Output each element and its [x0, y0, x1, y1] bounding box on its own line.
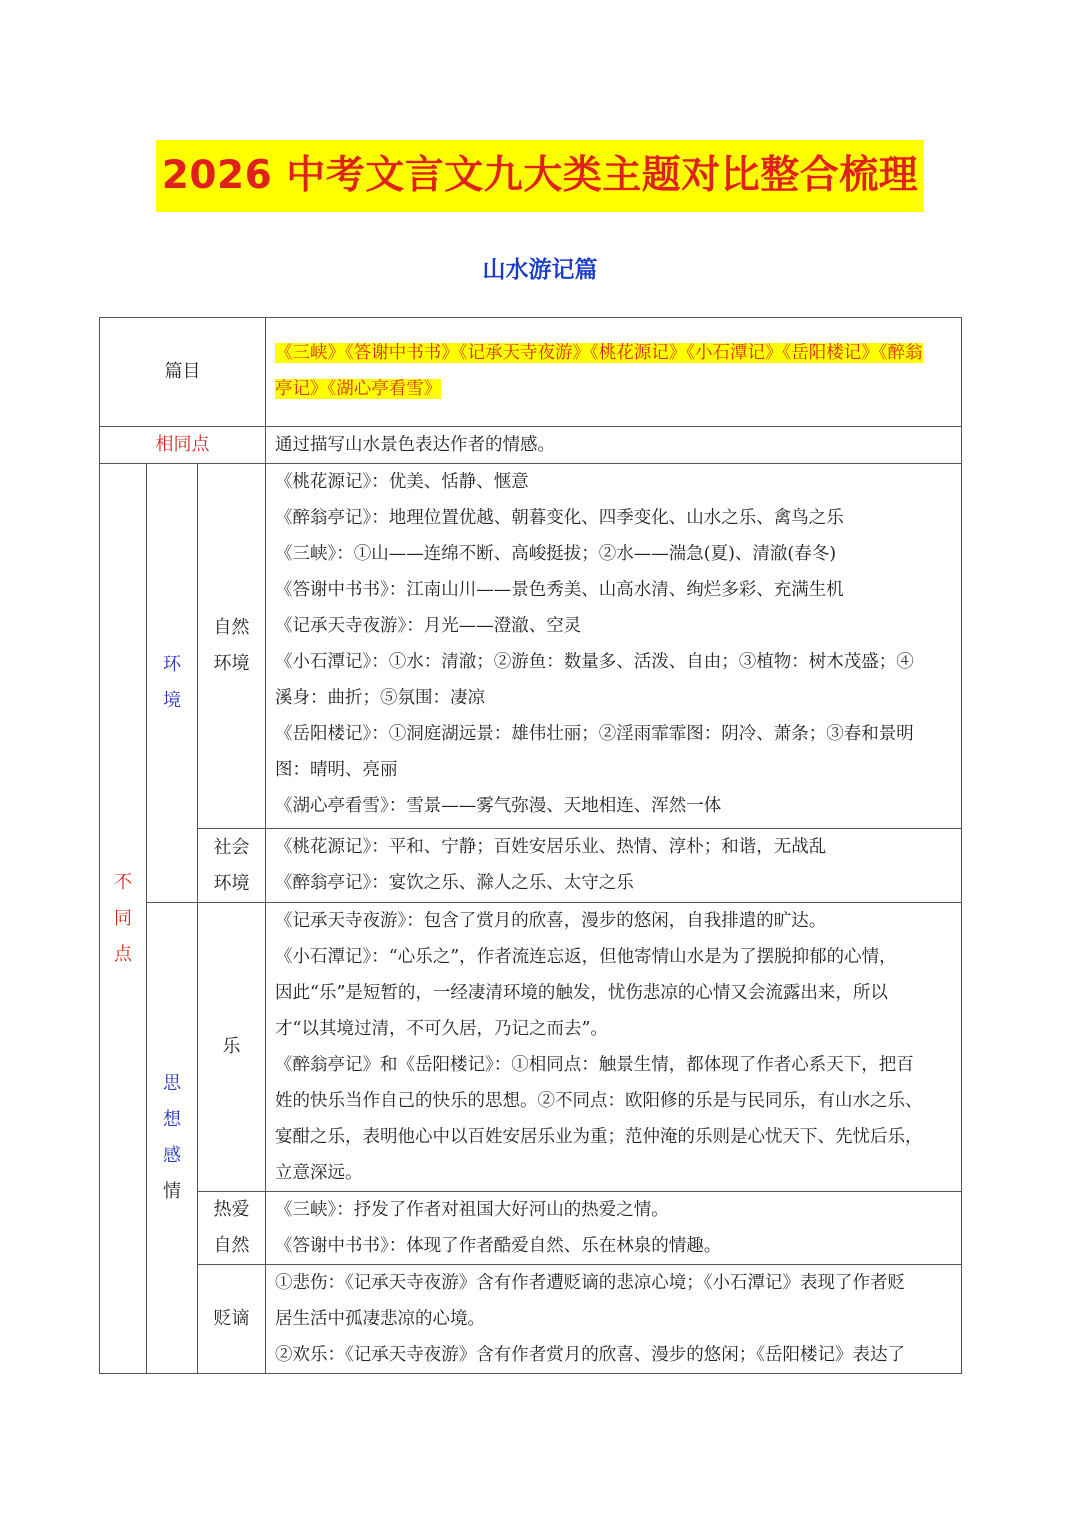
titles-row	[100, 318, 962, 427]
joy-content	[266, 903, 962, 1192]
content-line: 图：晴明、亮丽	[275, 760, 398, 780]
content-line: 姓的快乐当作自己的快乐的思想。②不同点：欧阳修的乐是与民同乐，有山水之乐、	[275, 1091, 923, 1111]
thought-label: 思 想 感 情	[147, 903, 198, 1374]
content-line: 《答谢中书书》：江南山川——景色秀美、山高水清、绚烂多彩、充满生机	[275, 580, 844, 600]
content-line: 《小石潭记》：“心乐之”，作者流连忘返，但他寄情山水是为了摆脱抑郁的心情，	[275, 947, 897, 967]
titles-label: 篇目	[100, 318, 266, 427]
content-line: 《记承天寺夜游》：月光——澄澈、空灵	[275, 616, 582, 636]
diff-label: 不 同 点	[100, 464, 147, 1374]
exile-label: 贬谪	[198, 1265, 266, 1374]
page-title: 2026 中考文言文九大类主题对比整合梳理	[156, 140, 925, 212]
content-line: 《岳阳楼记》：①洞庭湖远景：雄伟壮丽；②淫雨霏霏图：阴冷、萧条；③春和景明	[275, 724, 914, 744]
social-env-content	[266, 829, 962, 903]
titles-line-2: 亭记》《湖心亭看雪》	[275, 379, 442, 399]
content-line: 《湖心亭看雪》：雪景——雾气弥漫、天地相连、浑然一体	[275, 796, 722, 816]
content-line: 《三峡》：①山——连绵不断、高峻挺拔；②水——湍急(夏)、清澈(春冬)	[275, 544, 837, 564]
content-line: 《醉翁亭记》和《岳阳楼记》：①相同点：触景生情，都体现了作者心系天下，把百	[275, 1055, 914, 1075]
similar-label: 相同点	[100, 427, 266, 464]
natural-env-content	[266, 464, 962, 829]
content-line: 居生活中孤凄悲凉的心境。	[275, 1309, 486, 1329]
content-line: 《桃花源记》：优美、恬静、惬意	[275, 472, 529, 492]
titles-line-1: 《三峡》《答谢中书书》《记承天寺夜游》《桃花源记》《小石潭记》《岳阳楼记》《醉翁	[275, 343, 923, 363]
similar-text: 通过描写山水景色表达作者的情感。	[266, 427, 962, 464]
content-line: 《醉翁亭记》：宴饮之乐、滁人之乐、太守之乐	[275, 873, 634, 893]
content-line: 《桃花源记》：平和、宁静；百姓安居乐业、热情、淳朴；和谐，无战乱	[275, 837, 827, 857]
natural-env-row	[100, 464, 962, 829]
love-nature-row	[100, 1192, 962, 1265]
content-line: 因此“乐”是短暂的，一经凄清环境的触发，忧伤悲凉的心情又会流露出来，所以	[275, 983, 888, 1003]
love-nature-content	[266, 1192, 962, 1265]
content-line: 宴酣之乐，表明他心中以百姓安居乐业为重；范仲淹的乐则是心忧天下、先忧后乐，	[275, 1127, 923, 1147]
content-line: 《答谢中书书》：体现了作者酷爱自然、乐在林泉的情趣。	[275, 1236, 722, 1256]
content-line: 立意深远。	[275, 1163, 363, 1183]
natural-env-label: 自然 环境	[198, 464, 266, 829]
content-line: 溪身：曲折；⑤氛围：凄凉	[275, 688, 486, 708]
joy-label: 乐	[198, 903, 266, 1192]
exile-row	[100, 1265, 962, 1374]
content-line: 才“以其境过清，不可久居，乃记之而去”。	[275, 1019, 608, 1039]
content-line: 《记承天寺夜游》：包含了赏月的欣喜，漫步的悠闲，自我排遣的旷达。	[275, 911, 827, 931]
page-title-wrap	[0, 140, 1080, 212]
exile-content	[266, 1265, 962, 1374]
love-nature-label: 热爱 自然	[198, 1192, 266, 1265]
similar-row	[100, 427, 962, 464]
content-line: 《三峡》：抒发了作者对祖国大好河山的热爱之情。	[275, 1200, 669, 1220]
comparison-table	[99, 317, 962, 1374]
content-line: ②欢乐：《记承天寺夜游》含有作者赏月的欣喜、漫步的悠闲；《岳阳楼记》表达了	[275, 1345, 906, 1365]
titles-content	[266, 318, 962, 427]
content-line: 《小石潭记》：①水：清澈；②游鱼：数量多、活泼、自由；③植物：树木茂盛；④	[275, 652, 914, 672]
joy-row	[100, 903, 962, 1192]
social-env-row	[100, 829, 962, 903]
social-env-label: 社会 环境	[198, 829, 266, 903]
section-subtitle: 山水游记篇	[482, 257, 598, 283]
content-line: 《醉翁亭记》：地理位置优越、朝暮变化、四季变化、山水之乐、禽鸟之乐	[275, 508, 844, 528]
content-line: ①悲伤：《记承天寺夜游》含有作者遭贬谪的悲凉心境；《小石潭记》表现了作者贬	[275, 1273, 906, 1293]
env-label: 环 境	[147, 464, 198, 903]
